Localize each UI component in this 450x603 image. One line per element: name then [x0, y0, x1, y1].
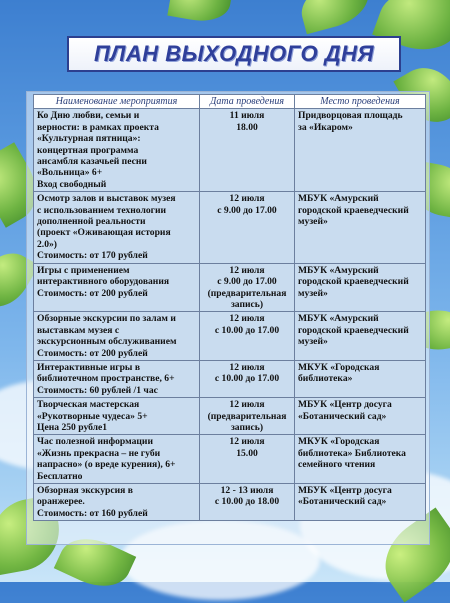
- date-cell-line: с 9.00 до 17.00: [217, 204, 277, 216]
- event-cell: [34, 312, 200, 361]
- place-cell-line: МКУК «Городская: [298, 361, 380, 373]
- place-cell-line: городской краеведческий: [298, 276, 409, 288]
- date-cell-line: с 10.00 до 18.00: [214, 496, 280, 508]
- schedule-table: [33, 94, 426, 521]
- event-cell-line: верности: в рамках проекта: [37, 121, 159, 133]
- date-cell-line: 12 июля: [229, 436, 265, 448]
- event-cell-line: Игры с применением: [37, 264, 130, 276]
- date-cell: [200, 192, 295, 263]
- date-cell-line: запись): [230, 421, 264, 433]
- date-cell-line: 11 июля: [229, 110, 265, 122]
- place-cell-line: МБУК «Центр досуга: [298, 399, 392, 411]
- event-cell-line: Обзорные экскурсии по залам и: [37, 313, 176, 325]
- place-cell-line: музей»: [298, 287, 328, 299]
- event-cell-line: 2.0»): [37, 238, 57, 250]
- event-cell-line: выставкам музея с: [37, 324, 120, 336]
- date-cell-line: с 10.00 до 17.00: [214, 324, 280, 336]
- date-cell: [200, 484, 295, 521]
- date-cell-line: 12 июля: [229, 264, 265, 276]
- table-row: [34, 312, 426, 361]
- place-cell-line: МКУК «Городская: [298, 436, 380, 448]
- date-cell-line: с 9.00 до 17.00: [217, 276, 277, 288]
- event-cell-line: (проект «Оживающая история: [37, 227, 171, 239]
- date-cell: [200, 435, 295, 484]
- event-cell-line: Стоимость: от 170 рублей: [37, 250, 148, 262]
- event-cell-line: Творческая мастерская: [37, 399, 140, 411]
- place-cell: [295, 398, 426, 435]
- header-date: Дата проведения: [200, 95, 295, 109]
- event-cell-line: Цена 250 рубле1: [37, 421, 108, 433]
- place-cell-line: библиотека»: [298, 373, 353, 385]
- event-cell-line: Стоимость: от 200 рублей: [37, 287, 148, 299]
- event-cell-line: Стоимость: от 160 рублей: [37, 507, 148, 519]
- event-cell-line: с использованием технологии: [37, 204, 167, 216]
- event-cell-line: «Культурная пятница»:: [37, 133, 141, 145]
- date-cell-line: 12 июля: [229, 361, 265, 373]
- date-cell-line: 15.00: [236, 447, 258, 459]
- place-cell: [295, 312, 426, 361]
- event-cell-line: оранжерее.: [37, 496, 85, 508]
- event-cell-line: Вход свободный: [37, 178, 107, 190]
- date-cell-line: 18.00: [236, 121, 258, 133]
- event-cell: [34, 398, 200, 435]
- event-cell-line: Интерактивные игры в: [37, 361, 141, 373]
- table-row: [34, 435, 426, 484]
- place-cell-line: семейного чтения: [298, 459, 376, 471]
- date-cell: [200, 360, 295, 397]
- event-cell: [34, 263, 200, 312]
- event-cell-line: Стоимость: 60 рублей /1 час: [37, 384, 158, 396]
- event-cell-line: экскурсионным обслуживанием: [37, 336, 177, 348]
- event-cell-line: дополненной реальности: [37, 216, 146, 228]
- place-cell: [295, 360, 426, 397]
- event-cell: [34, 192, 200, 263]
- table-row: [34, 360, 426, 397]
- table-row: [34, 484, 426, 521]
- header-place: Место проведения: [295, 95, 426, 109]
- date-cell: [200, 398, 295, 435]
- date-cell: [200, 263, 295, 312]
- event-cell-line: «Жизнь прекрасна – не губи: [37, 447, 161, 459]
- date-cell-line: с 10.00 до 17.00: [214, 373, 280, 385]
- table-header-row: [34, 95, 426, 109]
- place-cell: [295, 484, 426, 521]
- place-cell: [295, 263, 426, 312]
- date-cell-line: 12 июля: [229, 193, 265, 205]
- table-row: [34, 109, 426, 192]
- event-cell-line: «Рукотворные чудеса» 5+: [37, 410, 148, 422]
- event-cell: [34, 484, 200, 521]
- place-cell-line: городской краеведческий: [298, 324, 409, 336]
- table-row: [34, 192, 426, 263]
- header-event: Наименование мероприятия: [34, 95, 200, 109]
- event-cell-line: Стоимость: от 200 рублей: [37, 347, 148, 359]
- place-cell: [295, 435, 426, 484]
- date-cell-line: 12 июля: [229, 313, 265, 325]
- place-cell-line: городской краеведческий: [298, 204, 409, 216]
- place-cell-line: библиотека» Библиотека: [298, 447, 406, 459]
- page-title: ПЛАН ВЫХОДНОГО ДНЯ: [93, 41, 375, 66]
- event-cell: [34, 360, 200, 397]
- place-cell-line: «Ботанический сад»: [298, 410, 387, 422]
- event-cell-line: ансамбля казачьей песни: [37, 156, 147, 168]
- place-cell-line: МБУК «Амурский: [298, 264, 379, 276]
- place-cell-line: музей»: [298, 216, 328, 228]
- title-banner: [67, 36, 401, 72]
- place-cell-line: МБУК «Амурский: [298, 313, 379, 325]
- event-cell-line: Обзорная экскурсия в: [37, 485, 133, 496]
- date-cell-line: 12 - 13 июля: [220, 485, 274, 496]
- event-cell-line: интерактивного оборудования: [37, 276, 170, 288]
- place-cell-line: «Ботанический сад»: [298, 496, 387, 508]
- date-cell-line: (предварительная: [207, 410, 287, 422]
- event-cell-line: Осмотр залов и выставок музея: [37, 193, 176, 205]
- place-cell-line: МБУК «Амурский: [298, 193, 379, 205]
- date-cell-line: 12 июля: [229, 399, 265, 411]
- leaf-decoration: [167, 0, 232, 26]
- place-cell: [295, 109, 426, 192]
- event-cell: [34, 109, 200, 192]
- table-row: [34, 398, 426, 435]
- date-cell: [200, 312, 295, 361]
- event-cell-line: концертная программа: [37, 144, 139, 156]
- event-cell-line: напрасно» (о вреде курения), 6+: [37, 459, 176, 471]
- place-cell: [295, 192, 426, 263]
- date-cell-line: (предварительная: [207, 287, 287, 299]
- event-cell-line: библиотечном пространстве, 6+: [37, 373, 175, 385]
- event-cell-line: Час полезной информации: [37, 436, 153, 448]
- date-cell: [200, 109, 295, 192]
- place-cell-line: МБУК «Центр досуга: [298, 485, 392, 496]
- event-cell-line: Бесплатно: [37, 470, 83, 482]
- place-cell-line: Придворцовая площадь: [298, 110, 403, 122]
- event-cell-line: «Вольница» 6+: [37, 167, 103, 179]
- place-cell-line: музей»: [298, 336, 328, 348]
- leaf-decoration: [295, 0, 374, 34]
- date-cell-line: запись): [230, 298, 264, 310]
- event-cell: [34, 435, 200, 484]
- event-cell-line: Ко Дню любви, семьи и: [37, 110, 140, 122]
- place-cell-line: за «Икаром»: [298, 121, 353, 133]
- table-row: [34, 263, 426, 312]
